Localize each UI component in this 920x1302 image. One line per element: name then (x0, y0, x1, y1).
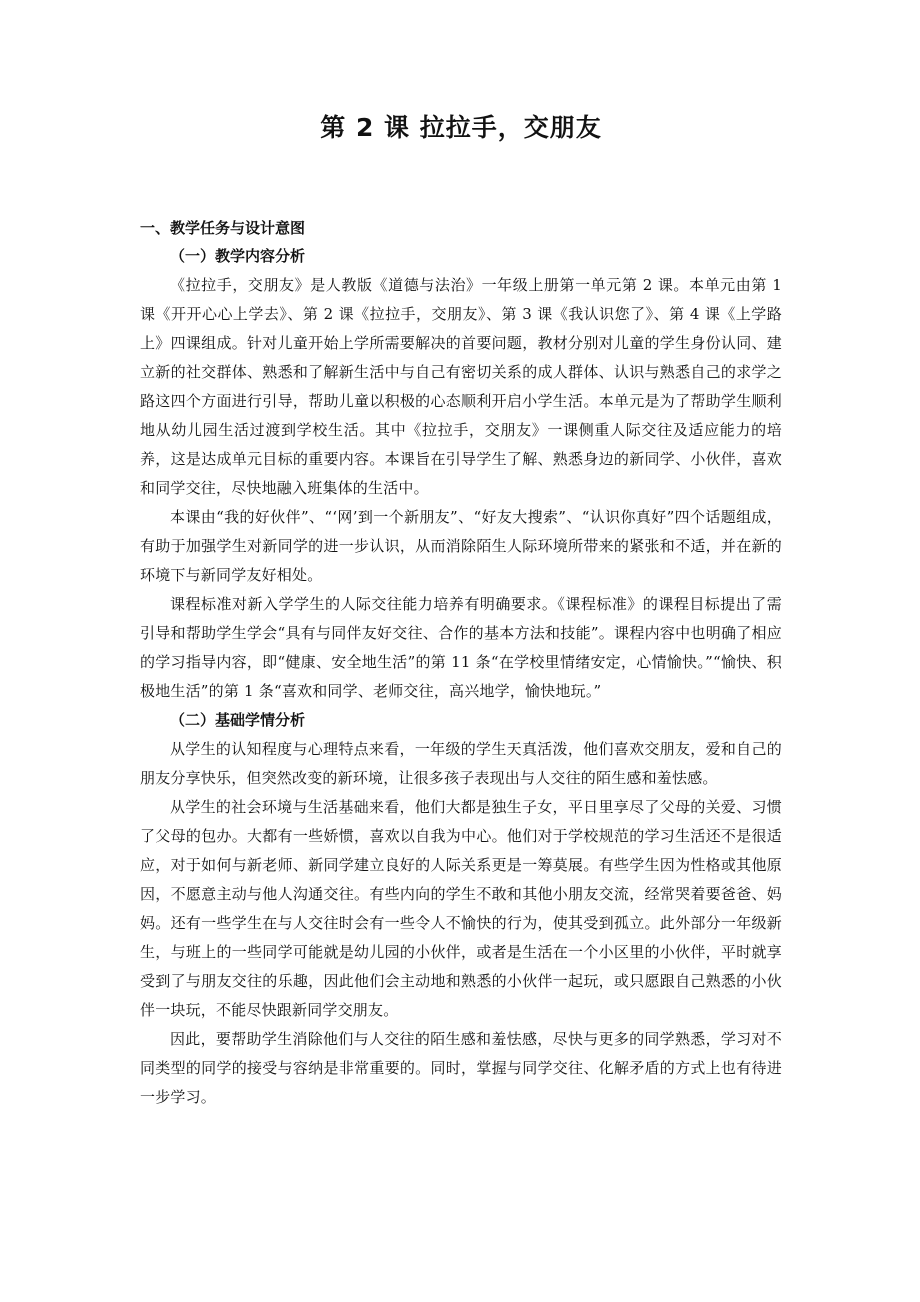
paragraph: 从学生的认知程度与心理特点来看，一年级的学生天真活泼，他们喜欢交朋友，爱和自己的朋友分享快乐，但突然改变的新环境，让很多孩子表现出与人交往的陌生感和羞怯感。 (140, 740, 782, 787)
paragraph: 本课由“我的好伙伴”、“‘网’到一个新朋友”、“好友大搜索”、“认识你真好”四个话题组成，有助于加强学生对新同学的进一步认识，从而消除陌生人际环境所带来的紧张和不适，并在新的环境下与新同学友好相处。 (140, 508, 782, 584)
section-heading-teaching-task: 一、教学任务与设计意图 (140, 219, 306, 237)
subheading-learner-analysis: （二）基础学情分析 (170, 711, 306, 729)
paragraph: 因此，要帮助学生消除他们与人交往的陌生感和羞怯感，尽快与更多的同学熟悉，学习对不同类型的同学的接受与容纳是非常重要的。同时，掌握与同学交往、化解矛盾的方式上也有待进一步学习。 (140, 1030, 782, 1106)
subheading-content-analysis: （一）教学内容分析 (170, 247, 306, 265)
paragraph: 课程标准对新入学学生的人际交往能力培养有明确要求。《课程标准》的课程目标提出了需引导和帮助学生学会“具有与同伴友好交往、合作的基本方法和技能”。课程内容中也明确了相应的学习指导内容，即“健康、安全地生活”的第 11 条“在学校里情绪安定，心情愉快。”“愉快、积极地生活”的第 1 条“喜欢和同学、老师交往，高兴地学，愉快地玩。” (140, 595, 782, 700)
page-title: 第 2 课 拉拉手，交朋友 (320, 113, 602, 142)
paragraph: 《拉拉手，交朋友》是人教版《道德与法治》一年级上册第一单元第 2 课。本单元由第 1 课《开开心心上学去》、第 2 课《拉拉手，交朋友》、第 3 课《我认识您了》、第 4 课《上学路上》四课组成。针对儿童开始上学所需要解决的首要问题，教材分别对儿童的学生身份认同、建立新的社交群体、熟悉和了解新生活中与自己有密切关系的成人群体、认识与熟悉自己的求学之路这四个方面进行引导，帮助儿童以积极的心态顺利开启小学生活。本单元是为了帮助学生顺利地从幼儿园生活过渡到学校生活。其中《拉拉手，交朋友》一课侧重人际交往及适应能力的培养，这是达成单元目标的重要内容。本课旨在引导学生了解、熟悉身边的新同学、小伙伴，喜欢和同学交往，尽快地融入班集体的生活中。 (140, 276, 782, 497)
paragraph: 从学生的社会环境与生活基础来看，他们大都是独生子女，平日里享尽了父母的关爱、习惯了父母的包办。大都有一些娇惯，喜欢以自我为中心。他们对于学校规范的学习生活还不是很适应，对于如何与新老师、新同学建立良好的人际关系更是一筹莫展。有些学生因为性格或其他原因，不愿意主动与他人沟通交往。有些内向的学生不敢和其他小朋友交流，经常哭着要爸爸、妈妈。还有一些学生在与人交往时会有一些令人不愉快的行为，使其受到孤立。此外部分一年级新生，与班上的一些同学可能就是幼儿园的小伙伴，或者是生活在一个小区里的小伙伴，平时就享受到了与朋友交往的乐趣，因此他们会主动地和熟悉的小伙伴一起玩，或只愿跟自己熟悉的小伙伴一块玩，不能尽快跟新同学交朋友。 (140, 798, 782, 1019)
